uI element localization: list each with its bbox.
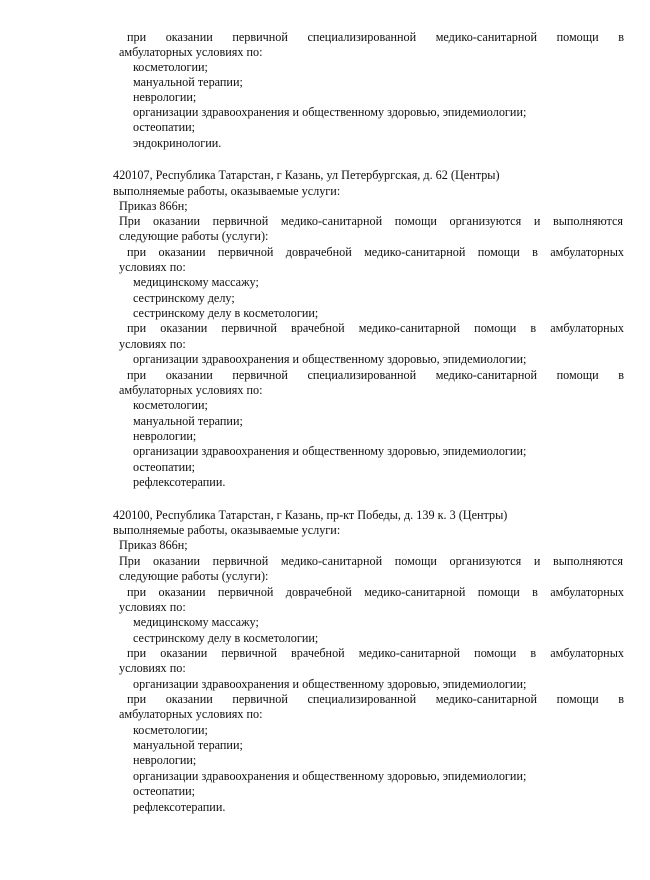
service-item: косметологии;: [133, 60, 208, 74]
specialized-care-heading-cont: амбулаторных условиях по:: [119, 45, 263, 59]
service-item: организации здравоохранения и общественному здоровью, эпидемиологии;: [133, 444, 527, 458]
service-item: эндокринологии.: [133, 136, 222, 150]
service-item: организации здравоохранения и общественному здоровью, эпидемиологии;: [133, 769, 527, 783]
service-item: медицинскому массажу;: [133, 275, 259, 289]
service-item: косметологии;: [133, 723, 208, 737]
pre-doctor-care-heading: при оказании первичной доврачебной медико-санитарной помощи в амбулаторных: [127, 245, 624, 259]
service-item: сестринскому делу в косметологии;: [133, 631, 319, 645]
service-item: организации здравоохранения и общественному здоровью, эпидемиологии;: [133, 677, 527, 691]
primary-care-intro-cont: следующие работы (услуги):: [119, 229, 269, 243]
doctor-care-heading-cont: условиях по:: [119, 661, 186, 675]
service-item: мануальной терапии;: [133, 738, 243, 752]
service-item: рефлексотерапии.: [133, 475, 226, 489]
doctor-care-heading-cont: условиях по:: [119, 337, 186, 351]
service-item: сестринскому делу в косметологии;: [133, 306, 319, 320]
service-item: организации здравоохранения и общественному здоровью, эпидемиологии;: [133, 105, 527, 119]
order-reference: Приказ 866н;: [119, 199, 188, 213]
address-line: 420100, Республика Татарстан, г Казань, пр-кт Победы, д. 139 к. 3 (Центры): [113, 508, 508, 522]
pre-doctor-care-heading-cont: условиях по:: [119, 600, 186, 614]
service-item: сестринскому делу;: [133, 291, 235, 305]
doctor-care-heading: при оказании первичной врачебной медико-санитарной помощи в амбулаторных: [127, 321, 624, 335]
service-item: медицинскому массажу;: [133, 615, 259, 629]
service-item: остеопатии;: [133, 460, 196, 474]
pre-doctor-care-heading: при оказании первичной доврачебной медико-санитарной помощи в амбулаторных: [127, 585, 624, 599]
specialized-care-heading: при оказании первичной специализированной медико-санитарной помощи в: [127, 368, 624, 382]
service-item: остеопатии;: [133, 120, 196, 134]
address-line: 420107, Республика Татарстан, г Казань, ул Петербургская, д. 62 (Центры): [113, 168, 500, 182]
service-item: рефлексотерапии.: [133, 800, 226, 814]
specialized-care-heading-cont: амбулаторных условиях по:: [119, 383, 263, 397]
specialized-care-heading: при оказании первичной специализированной медико-санитарной помощи в: [127, 30, 624, 44]
service-item: мануальной терапии;: [133, 75, 243, 89]
primary-care-intro: При оказании первичной медико-санитарной помощи организуются и выполняются: [119, 214, 623, 228]
service-item: организации здравоохранения и общественному здоровью, эпидемиологии;: [133, 352, 527, 366]
primary-care-intro: При оказании первичной медико-санитарной помощи организуются и выполняются: [119, 554, 623, 568]
service-item: неврологии;: [133, 753, 197, 767]
primary-care-intro-cont: следующие работы (услуги):: [119, 569, 269, 583]
services-label: выполняемые работы, оказываемые услуги:: [113, 523, 341, 537]
service-item: неврологии;: [133, 429, 197, 443]
order-reference: Приказ 866н;: [119, 538, 188, 552]
service-item: косметологии;: [133, 398, 208, 412]
doctor-care-heading: при оказании первичной врачебной медико-санитарной помощи в амбулаторных: [127, 646, 624, 660]
service-item: мануальной терапии;: [133, 414, 243, 428]
specialized-care-heading-cont: амбулаторных условиях по:: [119, 707, 263, 721]
service-item: остеопатии;: [133, 784, 196, 798]
service-item: неврологии;: [133, 90, 197, 104]
pre-doctor-care-heading-cont: условиях по:: [119, 260, 186, 274]
specialized-care-heading: при оказании первичной специализированной медико-санитарной помощи в: [127, 692, 624, 706]
services-label: выполняемые работы, оказываемые услуги:: [113, 184, 341, 198]
